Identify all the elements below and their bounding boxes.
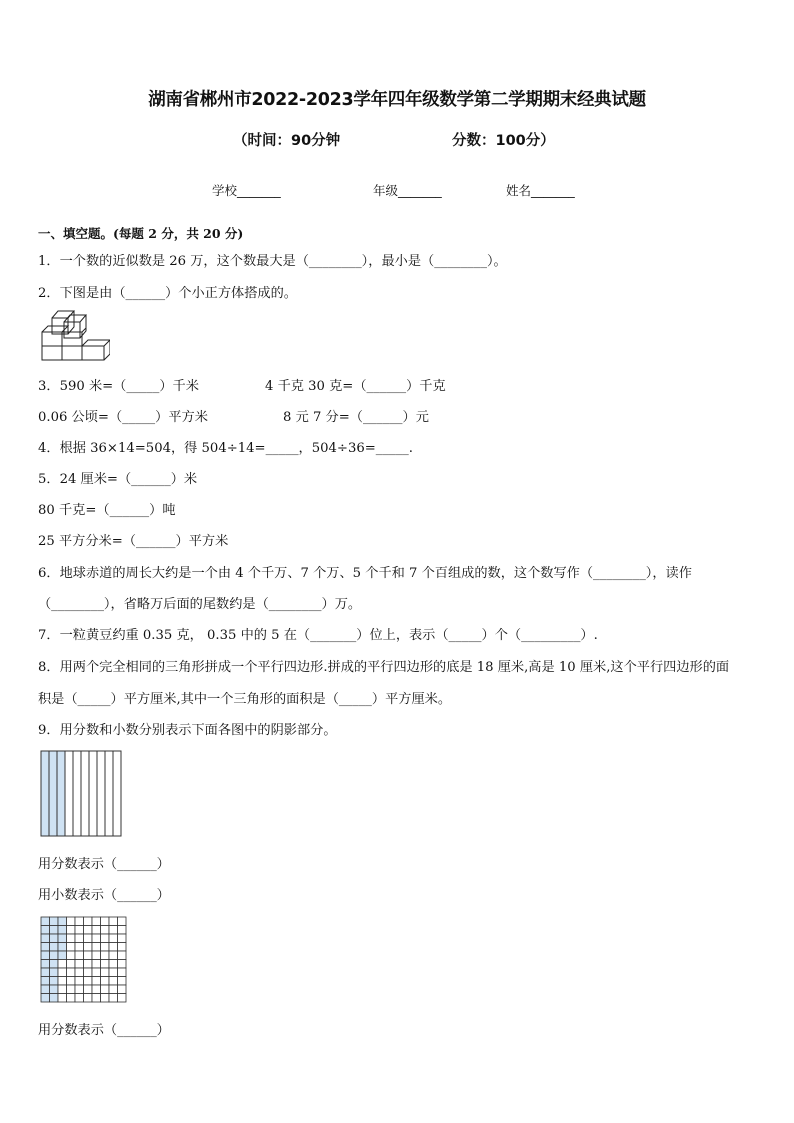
question-3b: 4 千克 30 克=（______）千克 — [265, 379, 446, 394]
grid-cell — [84, 994, 93, 1003]
grid-cell — [118, 985, 127, 994]
grid-cell — [109, 943, 118, 952]
question-5c: 25 平方分米=（______）平方米 — [38, 534, 229, 549]
grid-cell — [58, 977, 67, 986]
grid-cell — [75, 960, 84, 969]
grid-cell — [92, 968, 101, 977]
question-3c: 0.06 公顷=（_____）平方米 — [38, 410, 208, 425]
question-5a: 5．24 厘米=（______）米 — [38, 472, 198, 487]
shaded-cell — [41, 985, 50, 994]
question-5b: 80 千克=（______）吨 — [38, 503, 176, 518]
grid-cell — [75, 951, 84, 960]
grid-cell — [84, 926, 93, 935]
grid-cell — [118, 917, 127, 926]
grid-cell — [67, 917, 76, 926]
shaded-cell — [50, 943, 59, 952]
grid-cell — [67, 985, 76, 994]
grid-cell — [75, 994, 84, 1003]
grid-cell — [67, 977, 76, 986]
grid-cell — [92, 917, 101, 926]
shaded-cell — [58, 934, 67, 943]
grid-cell — [118, 977, 127, 986]
shaded-cell — [41, 977, 50, 986]
grid-cell — [101, 960, 110, 969]
grid-cell — [118, 960, 127, 969]
grid-cell — [101, 917, 110, 926]
shaded-cell — [50, 934, 59, 943]
grid-cell — [58, 960, 67, 969]
shaded-cell — [41, 926, 50, 935]
grid-cell — [67, 960, 76, 969]
grid-cell — [109, 960, 118, 969]
grid-cell — [109, 934, 118, 943]
grid-cell — [84, 960, 93, 969]
strip-figure — [40, 750, 124, 838]
grid-cell — [84, 968, 93, 977]
grid-cell — [118, 968, 127, 977]
shaded-cell — [50, 960, 59, 969]
shaded-cell — [50, 985, 59, 994]
grid-cell — [67, 934, 76, 943]
shaded-cell — [50, 951, 59, 960]
question-6-line1: 6．地球赤道的周长大约是一个由 4 个千万、7 个万、5 个千和 7 个百组成的数，这个数写作（________），读作 — [38, 566, 692, 581]
name-field: 姓名_______ — [506, 183, 575, 198]
exam-time: （时间：90分钟 — [233, 133, 341, 149]
grid-cell — [101, 951, 110, 960]
grid-cell — [101, 943, 110, 952]
page-title: 湖南省郴州市2022-2023学年四年级数学第二学期期末经典试题 — [148, 90, 646, 110]
question-6-line2: （________），省略万后面的尾数约是（________）万。 — [38, 597, 362, 612]
question-1: 1．一个数的近似数是 26 万，这个数最大是（________），最小是（________）。 — [38, 254, 507, 269]
grid-cell — [58, 985, 67, 994]
column — [73, 751, 81, 836]
grid-cell — [75, 985, 84, 994]
shaded-cell — [58, 926, 67, 935]
grid-cell — [58, 968, 67, 977]
figure1-fraction-answer: 用分数表示（______） — [38, 857, 170, 872]
grid-cell — [109, 985, 118, 994]
figure2-fraction-answer: 用分数表示（______） — [38, 1023, 170, 1038]
grid-cell — [101, 985, 110, 994]
shaded-cell — [50, 977, 59, 986]
grid-cell — [84, 985, 93, 994]
shaded-cell — [50, 926, 59, 935]
grid-cell — [92, 926, 101, 935]
shaded-cell — [41, 960, 50, 969]
shaded-cell — [58, 951, 67, 960]
grid-cell — [75, 917, 84, 926]
shaded-cell — [41, 934, 50, 943]
grid-cell — [75, 977, 84, 986]
grid-cell — [101, 977, 110, 986]
grid-cell — [101, 934, 110, 943]
grade-field: 年级_______ — [373, 183, 442, 198]
grid-cell — [84, 943, 93, 952]
grid-cell — [109, 994, 118, 1003]
shaded-cell — [41, 917, 50, 926]
grid-cell — [75, 943, 84, 952]
grid-cell — [118, 951, 127, 960]
grid-cell — [92, 994, 101, 1003]
column — [97, 751, 105, 836]
grid-cell — [118, 934, 127, 943]
grid-cell — [109, 968, 118, 977]
column — [105, 751, 113, 836]
grid-cell — [92, 985, 101, 994]
grid-cell — [67, 943, 76, 952]
grid-cell — [118, 926, 127, 935]
grid-cell — [58, 994, 67, 1003]
shaded-cell — [41, 951, 50, 960]
question-3a: 3．590 米=（_____）千米 — [38, 379, 199, 394]
grid-cell — [109, 951, 118, 960]
column — [113, 751, 121, 836]
grid-cell — [84, 934, 93, 943]
grid-cell — [101, 926, 110, 935]
grid-cell — [67, 951, 76, 960]
grid-cell — [75, 926, 84, 935]
grid-cell — [109, 977, 118, 986]
question-9: 9．用分数和小数分别表示下面各图中的阴影部分。 — [38, 723, 337, 738]
question-3d: 8 元 7 分=（______）元 — [283, 410, 429, 425]
exam-score: 分数：100分） — [452, 133, 555, 149]
question-4: 4．根据 36×14=504，得 504÷14=_____，504÷36=_____. — [38, 441, 413, 456]
shaded-cell — [50, 917, 59, 926]
grid-cell — [101, 994, 110, 1003]
grid-cell — [84, 951, 93, 960]
grid-cell — [67, 926, 76, 935]
figure1-decimal-answer: 用小数表示（______） — [38, 888, 170, 903]
school-field: 学校_______ — [212, 183, 281, 198]
grid-cell — [84, 977, 93, 986]
grid-cell — [92, 977, 101, 986]
grid-cell — [92, 934, 101, 943]
grid-cell — [101, 968, 110, 977]
column — [89, 751, 97, 836]
question-7: 7．一粒黄豆约重 0.35 克， 0.35 中的 5 在（_______）位上，表示（_____）个（_________）. — [38, 628, 598, 643]
grid-cell — [84, 917, 93, 926]
shaded-cell — [50, 994, 59, 1003]
shaded-cell — [41, 943, 50, 952]
grid-cell — [118, 943, 127, 952]
column — [81, 751, 89, 836]
shaded-column — [41, 751, 49, 836]
hundred-grid-figure — [40, 916, 128, 1004]
section-heading: 一、填空题。(每题 2 分，共 20 分) — [38, 226, 244, 241]
grid-cell — [92, 960, 101, 969]
shaded-cell — [41, 994, 50, 1003]
grid-cell — [75, 934, 84, 943]
column — [65, 751, 73, 836]
shaded-cell — [41, 968, 50, 977]
grid-cell — [109, 917, 118, 926]
grid-cell — [67, 968, 76, 977]
shaded-column — [49, 751, 57, 836]
shaded-cell — [58, 917, 67, 926]
grid-cell — [92, 951, 101, 960]
shaded-column — [57, 751, 65, 836]
grid-cell — [75, 968, 84, 977]
grid-cell — [67, 994, 76, 1003]
grid-cell — [109, 926, 118, 935]
grid-cell — [118, 994, 127, 1003]
shaded-cell — [58, 943, 67, 952]
question-8-line2: 积是（_____）平方厘米,其中一个三角形的面积是（_____）平方厘米。 — [38, 692, 452, 707]
cube-stack-figure — [40, 308, 110, 364]
question-2: 2．下图是由（______）个小正方体搭成的。 — [38, 286, 297, 301]
grid-cell — [92, 943, 101, 952]
shaded-cell — [50, 968, 59, 977]
question-8-line1: 8．用两个完全相同的三角形拼成一个平行四边形.拼成的平行四边形的底是 18 厘米,高是 10 厘米,这个平行四边形的面 — [38, 660, 730, 675]
